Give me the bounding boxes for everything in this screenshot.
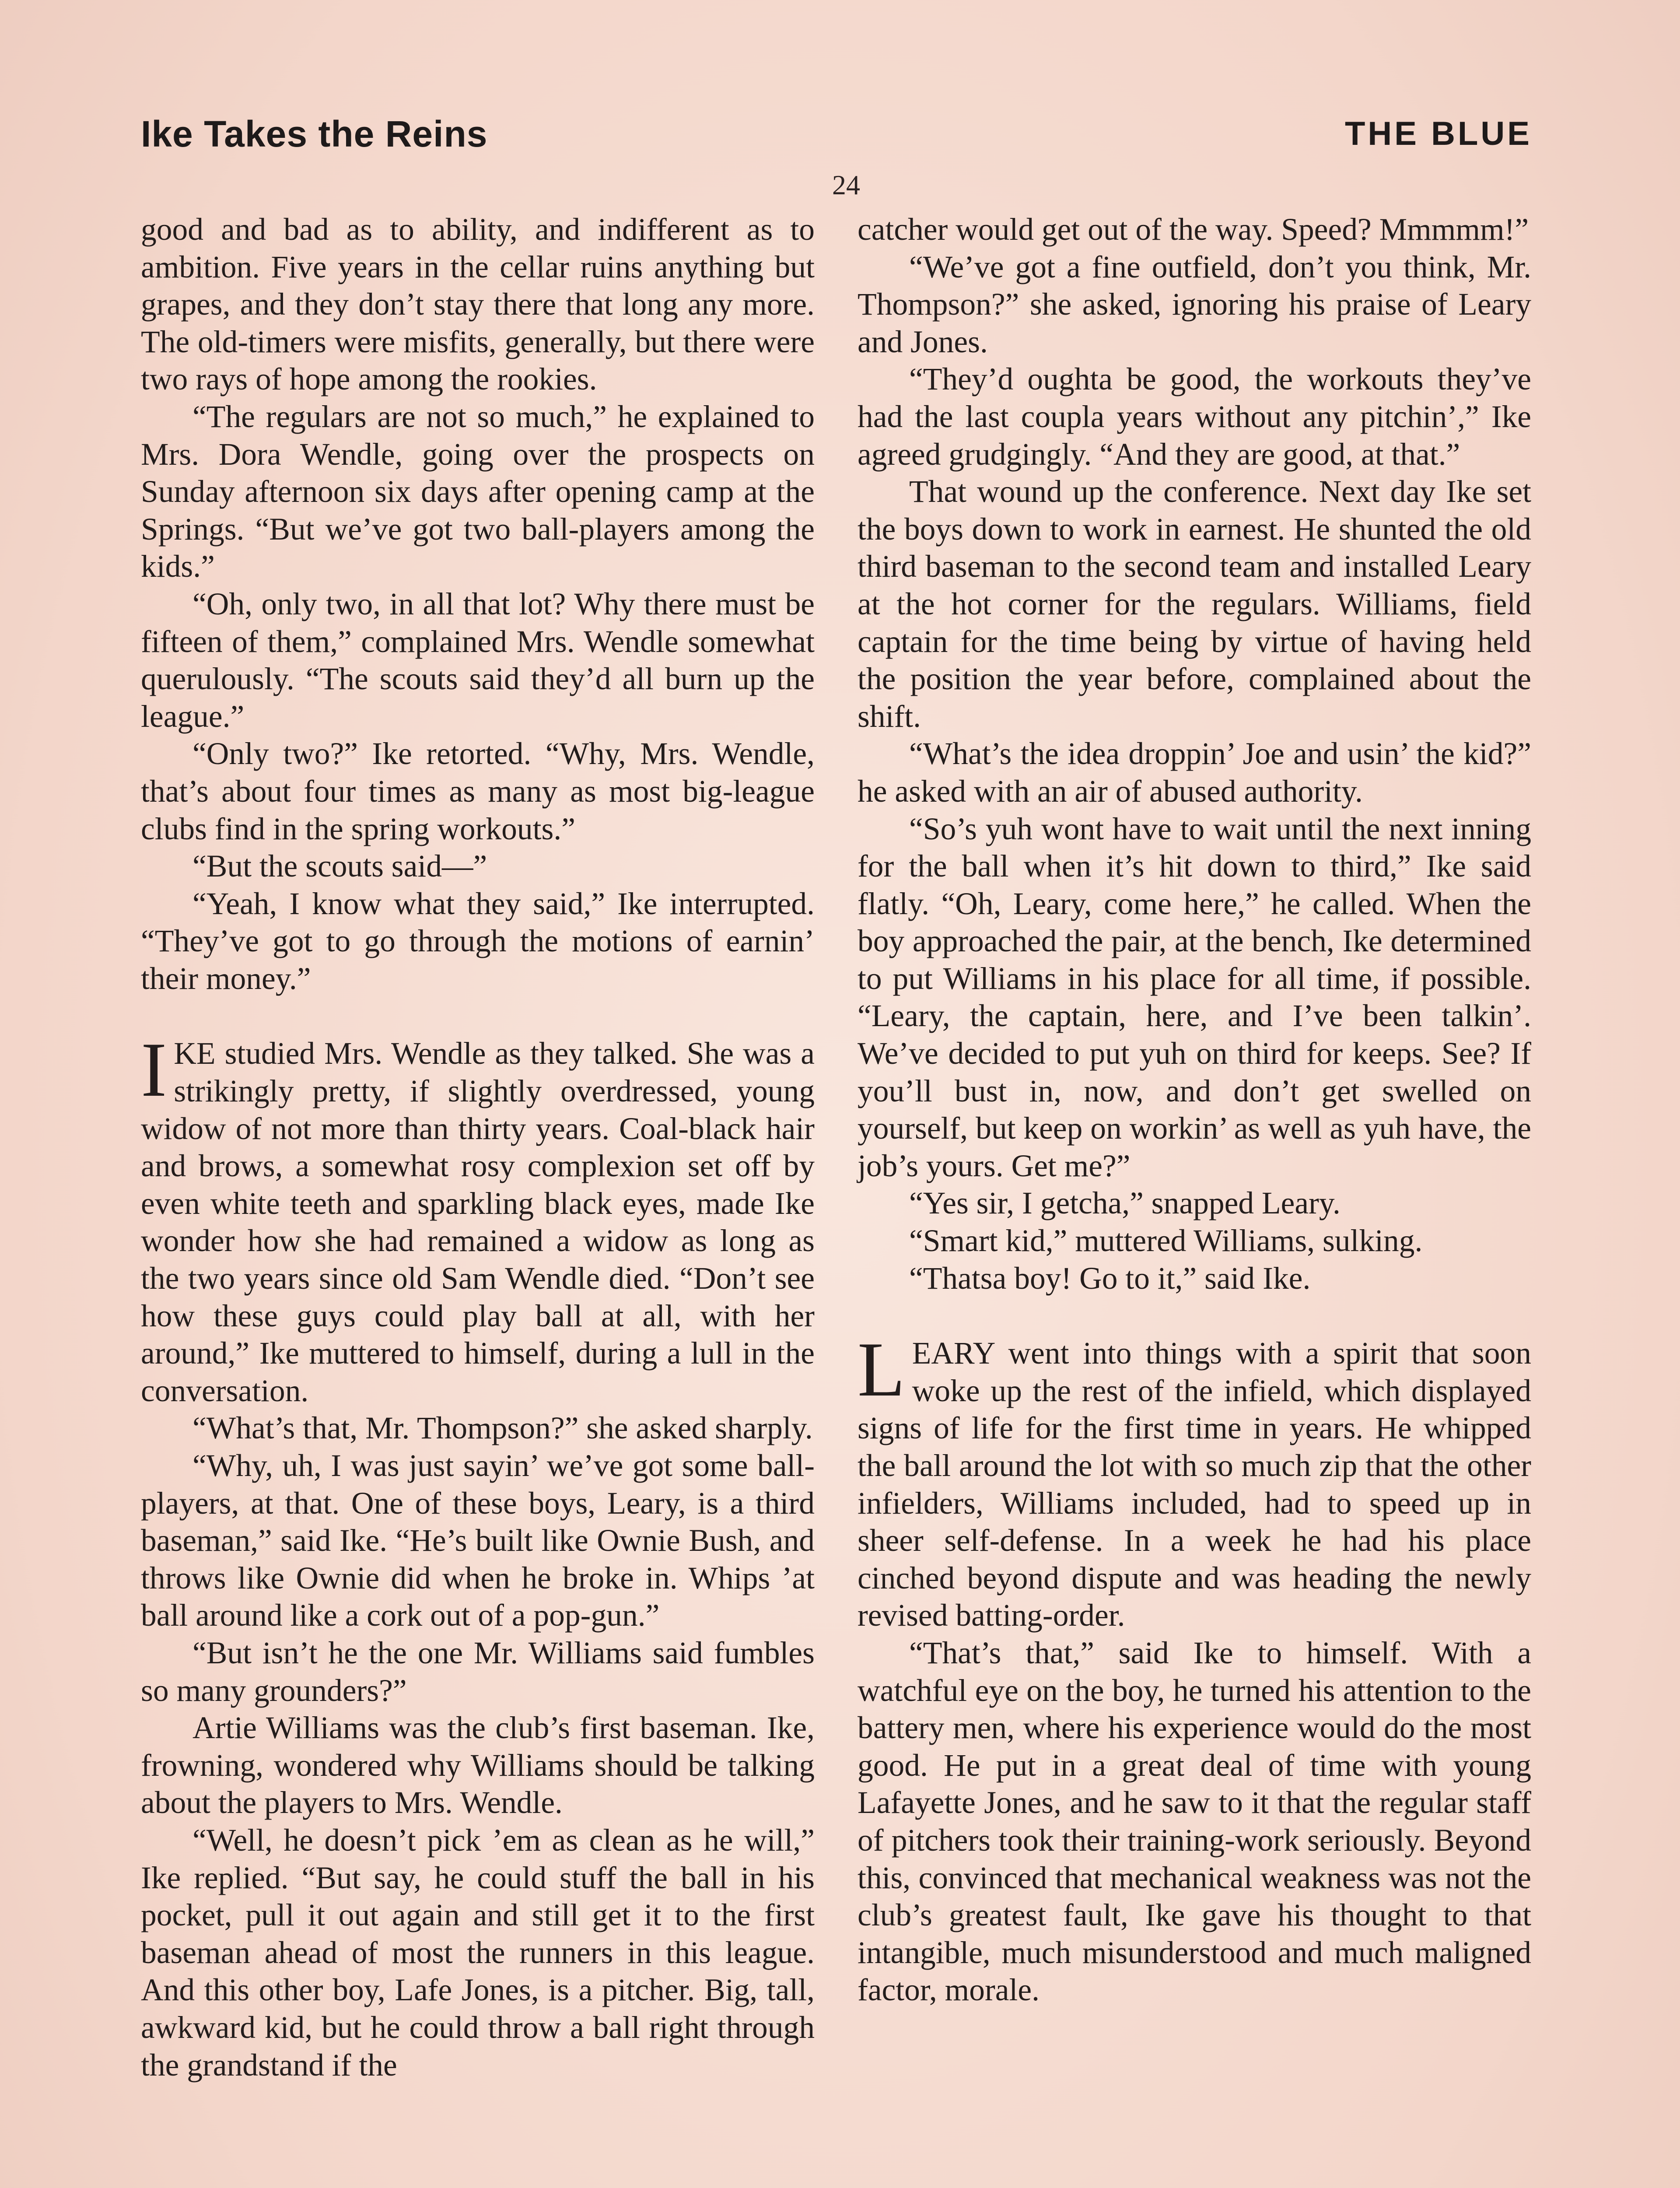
paragraph-text: EARY went into things with a spirit that soon woke up the rest of the infield, which displayed signs of life for the first time in years. He whipped the ball around the lot with so much zip that the other infielders, Williams included, had to speed up in sheer self-defense. In a week he had his place cinched beyond dispute and was heading the newly revised batting-order. [858, 1336, 1531, 1633]
paragraph: That wound up the conference. Next day Ike set the boys down to work in earnest. He shunted the old third baseman to the second team and installed Leary at the hot corner for the regulars. Williams, field captain for the time being by virtue of having held the position the year before, complained about the shift. [858, 474, 1531, 734]
paragraph: “The regulars are not so much,” he explained to Mrs. Dora Wendle, going over the prospects on Sunday afternoon six days after opening camp at the Springs. “But we’ve got two ball-players among the kids.” [141, 399, 815, 584]
paragraph: “Yeah, I know what they said,” Ike interrupted. “They’ve got to go through the motions of earnin’ their money.” [141, 886, 815, 996]
section-paragraph [858, 1326, 1531, 1634]
section-paragraph [141, 1026, 815, 1410]
paragraph: “That’s that,” said Ike to himself. With a watchful eye on the boy, he turned his attention to the battery men, where his experience would do the most good. He put in a great deal of time with young Lafayette Jones, and he saw to it that the regular staff of pitchers took their training-work seriously. Beyond this, convinced that mechanical weakness was not the club’s greatest fault, Ike gave his thought to that intangible, much misunderstood and much maligned factor, morale. [858, 1635, 1531, 2008]
paragraph: “But the scouts said—” [192, 849, 487, 884]
paragraph: “Why, uh, I was just sayin’ we’ve got some ball-players, at that. One of these boys, Leary, is a third baseman,” said Ike. “He’s built like Ownie Bush, and throws like Ownie did when he broke in. Whips ’at ball around like a cork out of a pop-gun.” [141, 1448, 815, 1633]
right-column [858, 211, 1531, 2009]
paragraph: “What’s the idea droppin’ Joe and usin’ the kid?” he asked with an air of abused authority. [858, 736, 1531, 809]
paragraph: “But isn’t he the one Mr. Williams said fumbles so many grounders?” [141, 1635, 815, 1708]
paragraph: “Only two?” Ike retorted. “Why, Mrs. Wendle, that’s about four times as many as most big-league clubs find in the spring workouts.” [141, 736, 815, 846]
paragraph: “Smart kid,” muttered Williams, sulking. [909, 1224, 1423, 1259]
paragraph: good and bad as to ability, and indifferent as to ambition. Five years in the cellar ruins anything but grapes, and they don’t stay there that long any more. The old-timers were misfits, generally, but there were two rays of hope among the rookies. [141, 212, 815, 397]
paragraph: “Oh, only two, in all that lot? Why there must be fifteen of them,” complained Mrs. Wendle somewhat querulously. “The scouts said they’d all burn up the league.” [141, 586, 815, 734]
magazine-name: THE BLUE [1345, 115, 1532, 152]
left-column [141, 211, 815, 2084]
paragraph: “Well, he doesn’t pick ’em as clean as he will,” Ike replied. “But say, he could stuff the ball in his pocket, pull it out again and still get it to the first baseman ahead of most the runners in this league. And this other boy, Lafe Jones, is a pitcher. Big, tall, awkward kid, but he could throw a ball right through the grandstand if the [141, 1823, 815, 2083]
paragraph: “They’d oughta be good, the workouts they’ve had the last coupla years without any pitchin’,” Ike agreed grudgingly. “And they are good, at that.” [858, 362, 1531, 472]
page-number: 24 [832, 169, 860, 200]
paragraph-text: KE studied Mrs. Wendle as they talked. She was a strikingly pretty, if slightly overdressed, young widow of not more than thirty years. Coal-black hair and brows, a somewhat rosy complexion set off by even white teeth and sparkling black eyes, made Ike wonder how she had remained a widow as long as the two years since old Sam Wendle died. “Don’t see how these guys could play ball at all, with her around,” Ike muttered to himself, during a lull in the conversation. [141, 1036, 815, 1408]
paragraph: “We’ve got a fine outfield, don’t you think, Mr. Thompson?” she asked, ignoring his praise of Leary and Jones. [858, 249, 1531, 359]
story-title: Ike Takes the Reins [141, 113, 488, 154]
paragraph: catcher would get out of the way. Speed? Mmmmm!” [858, 212, 1529, 247]
paragraph: Artie Williams was the club’s first baseman. Ike, frowning, wondered why Williams should be talking about the players to Mrs. Wendle. [141, 1711, 815, 1820]
paragraph: “Yes sir, I getcha,” snapped Leary. [909, 1186, 1340, 1221]
paragraph: “Thatsa boy! Go to it,” said Ike. [909, 1261, 1311, 1296]
drop-cap: I [141, 1026, 167, 1113]
paragraph: “What’s that, Mr. Thompson?” she asked sharply. [192, 1411, 813, 1446]
paragraph: “So’s yuh wont have to wait until the next inning for the ball when it’s hit down to third,” Ike said flatly. “Oh, Leary, come here,” he called. When the boy approached the pair, at the bench, Ike determined to put Williams in his place for all time, if possible. “Leary, the captain, here, and I’ve been talkin’. We’ve decided to put yuh on third for keeps. See? If you’ll bust in, now, and don’t get swelled on yourself, but keep on workin’ as well as yuh have, the job’s yours. Get me?” [858, 811, 1531, 1183]
drop-cap: L [858, 1326, 905, 1413]
